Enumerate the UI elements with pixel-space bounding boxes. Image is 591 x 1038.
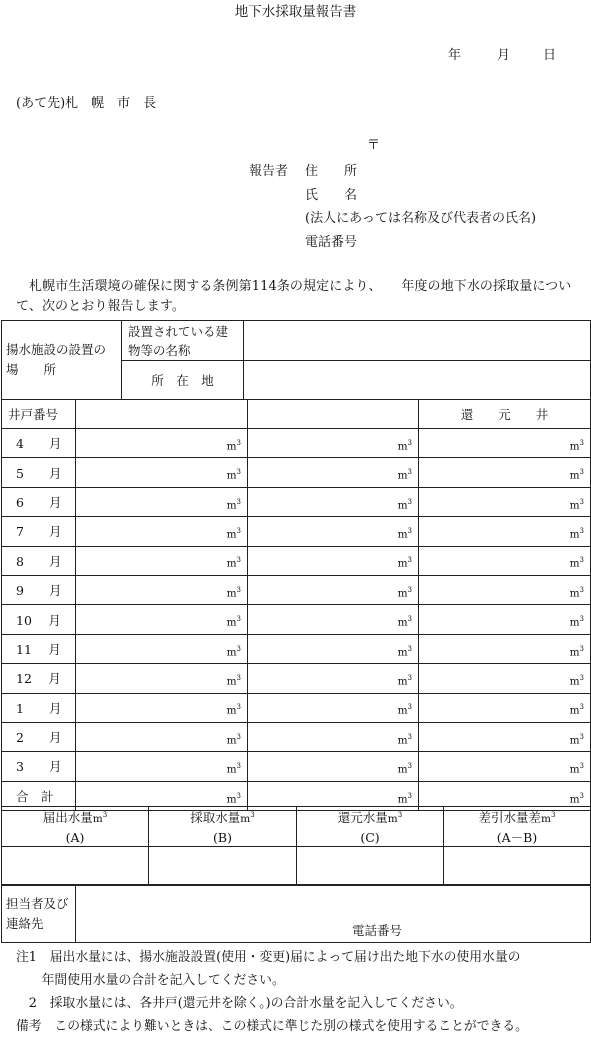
unit-superscript: 3 [407,556,412,565]
unit-superscript: 3 [236,497,241,506]
cubic-meter-unit: m [226,763,237,776]
unit-superscript: 3 [236,527,241,536]
address-label: 所 在 地 [122,361,244,400]
volume-cell[interactable] [419,722,591,751]
building-name-field[interactable] [244,321,591,361]
month-row [2,664,591,693]
cubic-meter-unit: m [226,704,237,717]
cubic-meter-unit: m [226,734,237,747]
reporter-name-label: 氏 名 [305,188,358,203]
date-line [448,44,556,63]
unit-superscript: 3 [407,585,412,594]
unit-superscript: 3 [236,615,241,624]
cubic-meter-unit: m [397,587,408,600]
unit-superscript: 3 [579,438,584,447]
month-row [2,575,591,604]
unit-superscript: 3 [407,438,412,447]
cubic-meter-unit: m [226,616,237,629]
month-label: 7 月 [2,517,76,546]
summary-header [2,807,149,847]
filed-volume-field[interactable] [2,847,149,886]
volume-cell[interactable] [248,546,419,575]
year-label: 年 [448,48,462,63]
building-name-label: 設置されている建物等の名称 [122,321,244,361]
volume-cell[interactable] [419,605,591,634]
unit-superscript: 3 [236,762,241,771]
volume-cell[interactable] [419,664,591,693]
unit-superscript: 3 [579,791,584,800]
month-row [2,605,591,634]
summary-header [297,807,444,847]
cubic-meter-unit: m [226,675,237,688]
facility-table [1,320,591,400]
volume-cell[interactable] [248,517,419,546]
day-label: 日 [543,48,557,63]
cubic-meter-unit: m [226,646,237,659]
volume-cell[interactable] [76,575,248,604]
month-label: 6 月 [2,487,76,516]
cubic-meter-unit: m [569,793,580,806]
contact-field[interactable] [76,885,591,943]
cubic-meter-unit: m [397,646,408,659]
volume-cell[interactable] [248,429,419,458]
summary-unit-sup: 3 [397,811,403,820]
month-label: 12 月 [2,664,76,693]
summary-unit-sup: 3 [551,811,556,820]
reporter-phone-label: 電話番号 [305,235,358,250]
cubic-meter-unit: m [569,616,580,629]
summary-code: (A－B) [496,829,538,845]
unit-superscript: 3 [407,732,412,741]
note-1: 注1 届出水量には、揚水施設設置(使用・変更)届によって届け出た地下水の使用水量の [16,950,521,965]
month-row [2,487,591,516]
month-label: 11 月 [2,634,76,663]
cubic-meter-unit: m [397,763,408,776]
summary-header-name: 差引水量差 [478,810,542,826]
unit-superscript: 3 [579,615,584,624]
well-number-header: 井戸番号 [2,400,76,429]
summary-header-name: 届出水量 [42,810,93,826]
volume-cell[interactable] [248,487,419,516]
unit-superscript: 3 [236,674,241,683]
cubic-meter-unit: m [397,793,408,806]
note-1-cont: 年間使用水量の合計を記入してください。 [16,973,285,988]
cubic-meter-unit: m [569,557,580,570]
reporter-label: 報告者 [249,164,289,179]
cubic-meter-unit: m [569,587,580,600]
cubic-meter-unit: m [569,499,580,512]
wells-table [1,399,591,811]
month-row [2,634,591,663]
summary-table [1,806,591,886]
facility-location-label: 揚水施設の設置の 場 所 [2,321,122,400]
volume-cell[interactable] [419,546,591,575]
unit-superscript: 3 [407,497,412,506]
notes [16,946,528,1038]
summary-header-name: 還元水量 [337,810,388,826]
volume-cell[interactable] [419,487,591,516]
volume-cell[interactable] [419,634,591,663]
month-row [2,546,591,575]
cubic-meter-unit: m [226,469,237,482]
summary-header [149,807,297,847]
report-body-text: 札幌市生活環境の確保に関する条例第114条の規定により、 年度の地下水の採取量について、次のとおり報告します。 [16,279,572,314]
contact-table [1,884,591,943]
summary-unit: m [541,813,551,826]
unit-superscript: 3 [579,497,584,506]
month-row [2,458,591,487]
month-rows [2,429,591,811]
reporter-address-label: 住 所 [305,164,358,179]
cubic-meter-unit: m [569,646,580,659]
unit-superscript: 3 [407,791,412,800]
cubic-meter-unit: m [569,528,580,541]
cubic-meter-unit: m [569,440,580,453]
document-title: 地下水採取量報告書 [234,4,357,20]
volume-cell[interactable] [248,458,419,487]
return-well-header: 還 元 井 [419,400,591,429]
cubic-meter-unit: m [397,675,408,688]
unit-superscript: 3 [579,585,584,594]
volume-cell[interactable] [248,693,419,722]
unit-superscript: 3 [579,468,584,477]
unit-superscript: 3 [407,644,412,653]
month-label: 合 計 [2,781,76,810]
volume-cell[interactable] [248,605,419,634]
month-label: 4 月 [2,429,76,458]
summary-unit-sup: 3 [250,811,255,820]
cubic-meter-unit: m [226,499,237,512]
volume-cell[interactable] [419,429,591,458]
cubic-meter-unit: m [397,734,408,747]
unit-superscript: 3 [236,468,241,477]
unit-superscript: 3 [236,644,241,653]
summary-unit: m [92,813,103,826]
summary-unit: m [240,813,251,826]
cubic-meter-unit: m [397,704,408,717]
cubic-meter-unit: m [569,704,580,717]
volume-cell[interactable] [76,693,248,722]
month-label: 5 月 [2,458,76,487]
remarks: 備考 この様式により難いときは、この様式に準じた別の様式を使用することができる。 [16,1019,528,1034]
unit-superscript: 3 [579,644,584,653]
cubic-meter-unit: m [226,557,237,570]
well-2-number-field[interactable] [248,400,419,429]
month-label: 3 月 [2,752,76,781]
month-label: 1 月 [2,693,76,722]
volume-cell[interactable] [419,693,591,722]
month-label: 8 月 [2,546,76,575]
cubic-meter-unit: m [397,469,408,482]
summary-unit-sup: 3 [102,811,108,820]
volume-cell[interactable] [419,752,591,781]
cubic-meter-unit: m [569,763,580,776]
summary-header-name: 採取水量 [190,810,241,826]
volume-cell[interactable] [76,634,248,663]
summary-code: (C) [360,829,380,845]
summary-header [444,807,591,847]
volume-cell[interactable] [248,664,419,693]
month-row [2,693,591,722]
volume-cell[interactable] [76,664,248,693]
month-row [2,517,591,546]
unit-superscript: 3 [579,527,584,536]
summary-unit: m [387,813,398,826]
cubic-meter-unit: m [397,616,408,629]
volume-cell[interactable] [76,517,248,546]
unit-superscript: 3 [407,527,412,536]
month-row [2,722,591,751]
volume-cell[interactable] [76,429,248,458]
collected-volume-field[interactable] [149,847,297,886]
month-label: 月 [497,48,511,63]
volume-cell[interactable] [419,517,591,546]
volume-cell[interactable] [76,722,248,751]
cubic-meter-unit: m [226,528,237,541]
unit-superscript: 3 [236,791,241,800]
unit-superscript: 3 [236,438,241,447]
volume-cell[interactable] [76,752,248,781]
cubic-meter-unit: m [397,528,408,541]
volume-cell[interactable] [76,546,248,575]
unit-superscript: 3 [407,762,412,771]
month-label: 2 月 [2,722,76,751]
unit-superscript: 3 [579,732,584,741]
unit-superscript: 3 [407,703,412,712]
summary-code: (A) [65,829,85,845]
unit-superscript: 3 [579,674,584,683]
postal-mark: 〒 [367,138,381,153]
cubic-meter-unit: m [397,499,408,512]
volume-cell[interactable] [76,605,248,634]
unit-superscript: 3 [407,468,412,477]
cubic-meter-unit: m [226,587,237,600]
cubic-meter-unit: m [569,734,580,747]
cubic-meter-unit: m [569,675,580,688]
month-label: 10 月 [2,605,76,634]
cubic-meter-unit: m [569,469,580,482]
well-1-number-field[interactable] [76,400,248,429]
contact-label: 担当者及び連絡先 [2,885,76,943]
summary-code: (B) [213,829,232,845]
volume-cell[interactable] [248,634,419,663]
cubic-meter-unit: m [226,793,237,806]
unit-superscript: 3 [236,585,241,594]
contact-phone-label: 電話番号 [352,923,403,938]
month-label: 9 月 [2,575,76,604]
returned-volume-field[interactable] [297,847,444,886]
unit-superscript: 3 [579,703,584,712]
note-2: 2 採取水量には、各井戸(還元井を除く。)の合計水量を記入してください。 [16,996,463,1011]
volume-cell[interactable] [248,752,419,781]
volume-cell[interactable] [419,575,591,604]
unit-superscript: 3 [579,556,584,565]
unit-superscript: 3 [236,732,241,741]
volume-cell[interactable] [76,458,248,487]
month-row [2,429,591,458]
reporter-corp-note: (法人にあっては名称及び代表者の氏名) [305,211,537,226]
unit-superscript: 3 [236,703,241,712]
difference-volume-field[interactable] [444,847,591,886]
unit-superscript: 3 [407,615,412,624]
address-field[interactable] [244,361,591,400]
cubic-meter-unit: m [397,557,408,570]
unit-superscript: 3 [579,762,584,771]
volume-cell[interactable] [248,575,419,604]
unit-superscript: 3 [236,556,241,565]
cubic-meter-unit: m [397,440,408,453]
cubic-meter-unit: m [226,440,237,453]
unit-superscript: 3 [407,674,412,683]
volume-cell[interactable] [76,487,248,516]
volume-cell[interactable] [248,722,419,751]
addressee: (あて先)札 幌 市 長 [16,96,157,111]
month-row [2,752,591,781]
volume-cell[interactable] [419,458,591,487]
